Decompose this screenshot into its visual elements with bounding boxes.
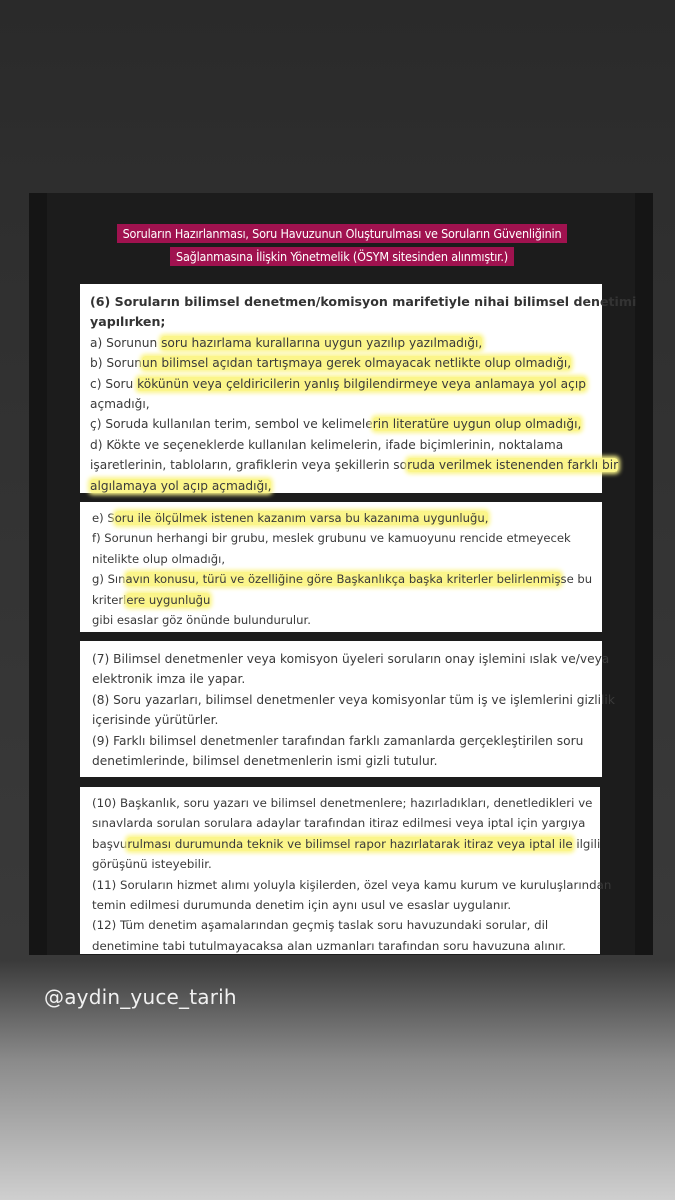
article-9: (9) Farklı bilimsel denetmenler tarafından farklı zamanlarda gerçekleştirilen soru: [92, 733, 584, 748]
item-e-text: e) S: [92, 511, 115, 525]
article-11-cont: temin edilmesi durumunda denetim için aynı usul ve esaslar uygulanır.: [92, 898, 512, 913]
item-e: [92, 508, 590, 528]
article-8: (8) Soru yazarları, bilimsel denetmenler veya komisyonlar tüm iş ve işlemlerini gizlilik: [92, 692, 615, 707]
regulation-card-3: [80, 641, 615, 777]
article-7: (7) Bilimsel denetmenler veya komisyon üyeleri soruların onay işlemini ıslak ve/veya: [92, 652, 610, 666]
item-g-cont-highlight: ere uygunluğu: [126, 592, 211, 607]
title-line-2: Sağlanmasına İlişkin Yönetmelik (ÖSYM sitesinden alınmıştır.): [170, 247, 514, 266]
item-d-end-highlight: algılamaya yol açıp açmadığı,: [90, 478, 272, 493]
article-10-cont-3: görüşünü isteyebilir.: [92, 857, 212, 872]
item-c-text: c) Soru: [90, 376, 138, 391]
page-title: [101, 222, 583, 268]
article-7-cont: elektronik imza ile yapar.: [92, 672, 246, 687]
item-c-cont: açmadığı,: [90, 397, 150, 412]
article-10-cont-1: sınavlarda sorulan sorulara adaylar tarafından itiraz edilmesi veya iptal için yargıya: [92, 816, 586, 831]
article-10: (10) Başkanlık, soru yazarı ve bilimsel denetmenlere; hazırladıkları, denetledikleri ve: [92, 796, 593, 810]
item-d-cont: [90, 455, 619, 475]
article-9-cont: denetimlerinde, bilimsel denetmenlerin ismi gizli tutulur.: [92, 754, 438, 769]
title-line-1: Soruların Hazırlanması, Soru Havuzunun Oluşturulması ve Soruların Güvenliğinin: [117, 224, 568, 243]
article-10-tail: ilgili: [572, 836, 601, 851]
article-10-highlight: rulması durumunda teknik ve bilimsel rapor hazırlatarak itiraz veya iptal ile: [127, 836, 573, 851]
item-d-highlight: ruda verilmek istenenden farklı bir: [407, 458, 619, 473]
regulation-card-4: [80, 787, 612, 954]
item-g-cont: [92, 590, 590, 610]
item-g: [92, 569, 593, 589]
item-b-highlight: un bilimsel açıdan tartışmaya gerek olmayacak netlikte olup olmadığı,: [142, 356, 572, 371]
item-cc: [90, 414, 592, 434]
item-f: f) Sorunun herhangi bir grubu, meslek grubunu ve kamuoyunu rencide etmeyecek: [92, 531, 571, 546]
article-10-cont-2: [92, 834, 601, 854]
article-8-cont: içerisinde yürütürler.: [92, 713, 219, 728]
item-f-cont: nitelikte olup olmadığı,: [92, 551, 226, 566]
regulation-card-1: [80, 284, 637, 493]
regulation-card-2: [80, 502, 602, 632]
item-b-text: b) Sorun: [90, 356, 143, 371]
item-a: [90, 333, 592, 353]
item-g-highlight: avın konusu, türü ve özelliğine göre Başkanlıkça başka kriterler belirlenmiş: [125, 572, 561, 587]
item-d-end: [90, 476, 592, 496]
item-g-text: g) Sın: [92, 572, 126, 587]
item-c: [90, 374, 592, 394]
author-handle[interactable]: @aydin_yuce_tarih: [44, 985, 237, 1009]
item-cc-highlight: rin literatüre uygun olup olmadığı,: [372, 417, 582, 432]
article-12: (12) Tüm denetim aşamalarından geçmiş taslak soru havuzundaki sorular, dil: [92, 918, 549, 933]
item-a-highlight: soru hazırlama kurallarına uygun yazılıp yazılmadığı,: [161, 335, 483, 350]
item-g-cont-text: kriterl: [92, 592, 127, 607]
item-e-highlight: oru ile ölçülmek istenen kazanım varsa bu kazanıma uygunluğu,: [114, 511, 489, 525]
item-d: d) Kökte ve seçeneklerde kullanılan kelimelerin, ifade biçimlerinin, noktalama: [90, 437, 564, 452]
article-12-cont: denetimine tabi tutulmayacaksa alan uzmanları tarafından soru havuzuna alınır.: [92, 938, 566, 953]
article-6-heading: (6) Soruların bilimsel denetmen/komisyon marifetiyle nihai bilimsel denetimi: [90, 294, 637, 309]
item-d-cont-text: işaretlerinin, tabloların, grafiklerin veya şekillerin so: [90, 458, 408, 473]
item-b: [90, 353, 592, 373]
article-6-heading-cont: yapılırken;: [90, 314, 166, 330]
closing-line: gibi esaslar göz önünde bulundurulur.: [92, 613, 311, 628]
item-a-text: a) Sorunun: [90, 335, 162, 350]
item-cc-text: ç) Soruda kullanılan terim, sembol ve kelimele: [90, 417, 373, 432]
item-g-tail: se bu: [560, 572, 593, 587]
article-10-text: başvu: [92, 836, 128, 851]
article-11: (11) Soruların hizmet alımı yoluyla kişilerden, özel veya kamu kurum ve kuruluşlarından: [92, 877, 612, 892]
item-c-highlight: kökünün veya çeldiricilerin yanlış bilgilendirmeye veya anlamaya yol açıp: [137, 376, 586, 391]
